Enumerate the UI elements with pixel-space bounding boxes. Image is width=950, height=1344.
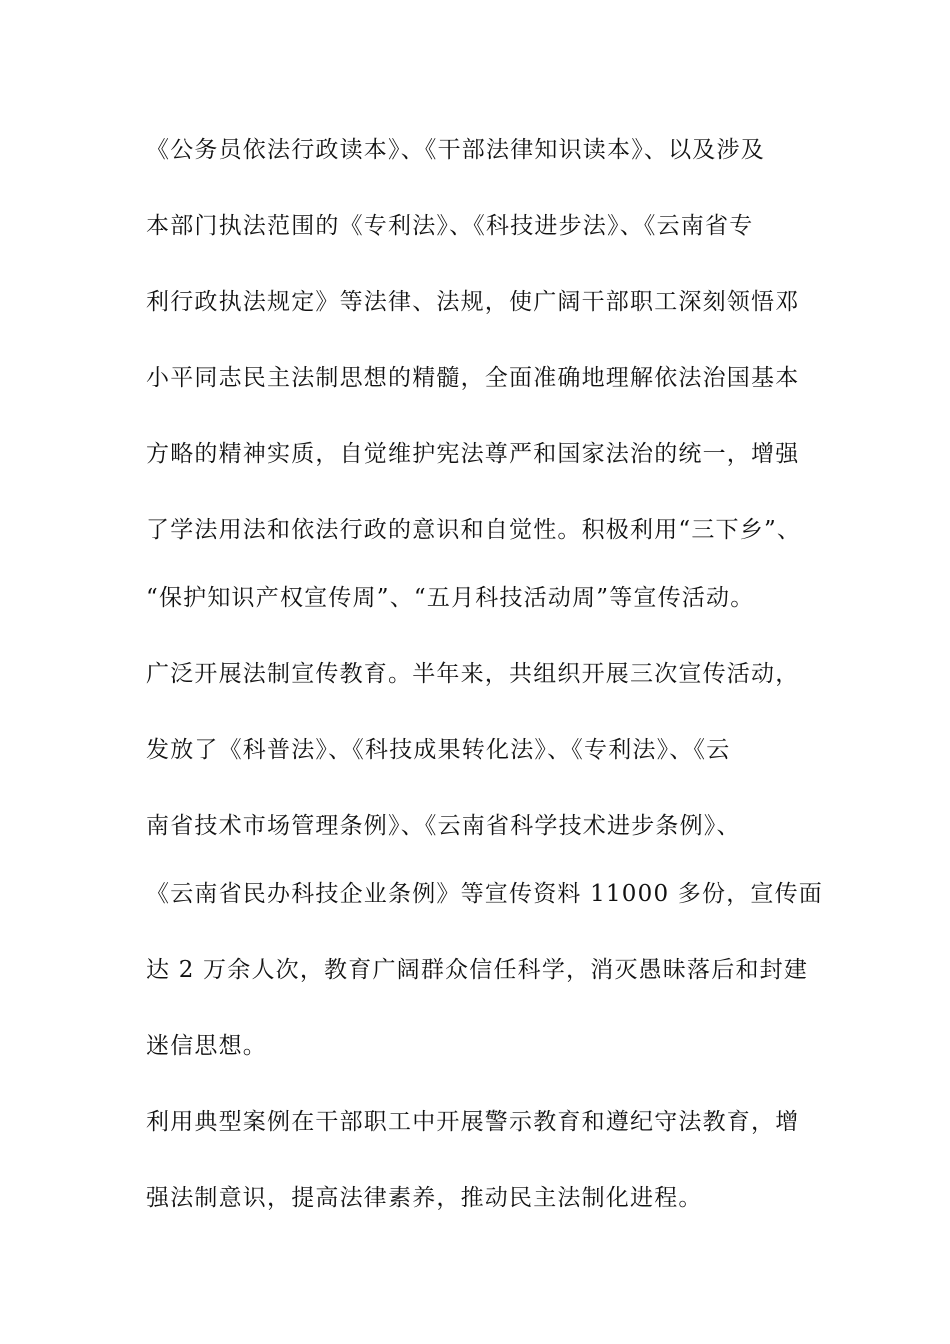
text-line: 利行政执法规定》等法律、法规，使广阔干部职工深刻领悟邓 (146, 289, 800, 315)
text-line: 方略的精神实质，自觉维护宪法尊严和国家法治的统一，增强 (146, 441, 800, 467)
text-line: 广泛开展法制宣传教育。半年来，共组织开展三次宣传活动， (146, 661, 800, 687)
text-line: 《公务员依法行政读本》、《干部法律知识读本》、以及涉及 (146, 137, 765, 163)
text-line: 《云南省民办科技企业条例》等宣传资料 11000 多份，宣传面 (146, 881, 823, 907)
text-line: 小平同志民主法制思想的精髓，全面准确地理解依法治国基本 (146, 365, 800, 391)
text-line: 达 2 万余人次，教育广阔群众信任科学，消灭愚昧落后和封建 (146, 957, 809, 983)
text-line: 发放了《科普法》、《科技成果转化法》、《专利法》、《云 (146, 737, 731, 763)
text-line: 迷信思想。 (146, 1033, 267, 1059)
text-line: 南省技术市场管理条例》、《云南省科学技术进步条例》、 (146, 813, 741, 839)
text-line: “保护知识产权宣传周”、“五月科技活动周”等宣传活动。 (146, 585, 755, 611)
text-line: 强法制意识，提高法律素养，推动民主法制化进程。 (146, 1185, 703, 1211)
text-line: 本部门执法范围的《专利法》、《科技进步法》、《云南省专 (146, 213, 754, 239)
text-line: 利用典型案例在干部职工中开展警示教育和遵纪守法教育，增 (146, 1109, 800, 1135)
text-line: 了学法用法和依法行政的意识和自觉性。积极利用“三下乡”、 (146, 517, 802, 543)
